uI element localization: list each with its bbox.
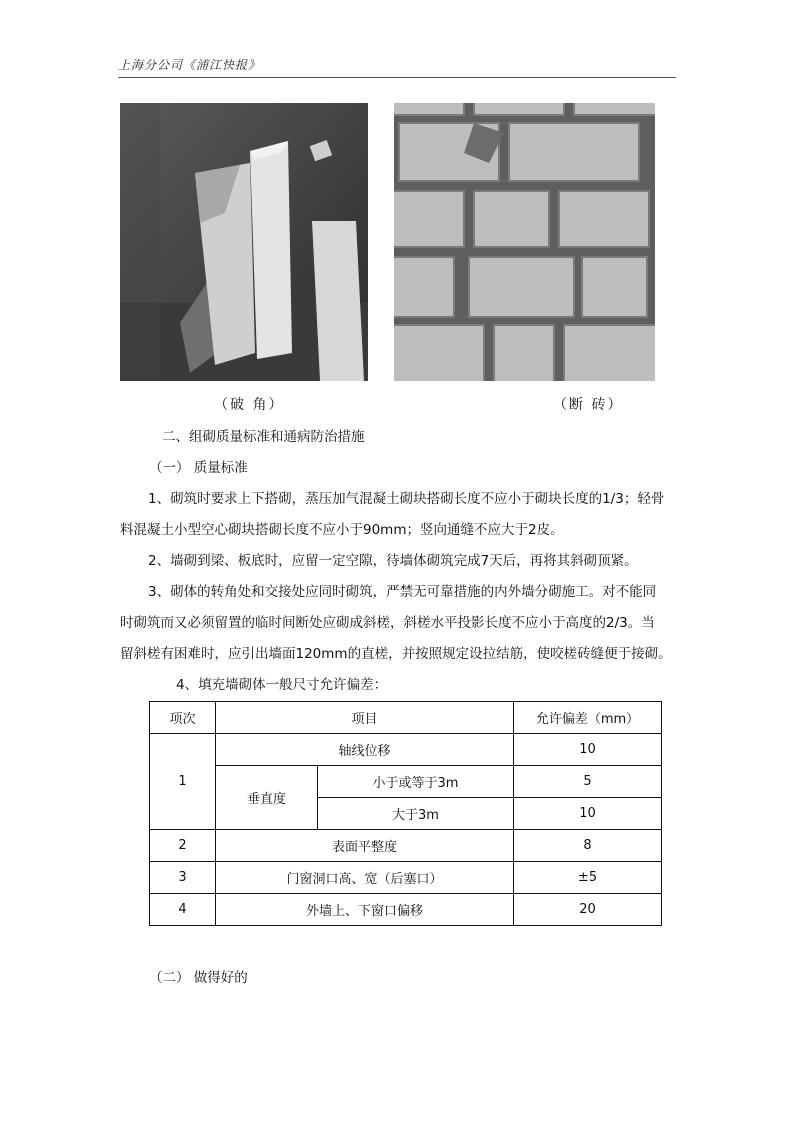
paragraph-line: 3、砌体的转角处和交接处应同时砌筑，严禁无可靠措施的内外墙分砌施工。对不能同: [148, 584, 657, 600]
section-heading: 二、组砌质量标准和通病防治措施: [162, 429, 365, 445]
row-no: 2: [150, 830, 216, 862]
header-title: 上海分公司《浦江快报》: [118, 58, 262, 72]
row-value: 20: [514, 894, 662, 926]
photo-caption-broken-brick: （断 砖）: [553, 397, 624, 413]
row-value: 5: [514, 766, 662, 798]
row-item: 门窗洞口高、宽（后塞口）: [216, 862, 514, 894]
header-item: 项目: [216, 702, 514, 734]
paragraph-line: 留斜槎有困难时，应引出墙面120mm的直槎，并按照规定设拉结筋，使咬槎砖缝便于接砌。: [120, 646, 672, 662]
paragraph-line: 2、墙砌到梁、板底时，应留一定空隙，待墙体砌筑完成7天后，再将其斜砌顶紧。: [148, 553, 638, 569]
row-item: 轴线位移: [216, 734, 514, 766]
header-no: 项次: [150, 702, 216, 734]
row-subgroup: 垂直度: [216, 766, 318, 830]
row-value: 8: [514, 830, 662, 862]
broken-corner-photo: [120, 103, 368, 381]
row-value: 10: [514, 798, 662, 830]
photo-caption-broken-corner: （破 角）: [214, 397, 285, 413]
table-row: [150, 830, 662, 862]
header-divider: [118, 77, 676, 78]
header-tolerance: 允许偏差（mm）: [514, 702, 662, 734]
row-item: 小于或等于3m: [318, 766, 514, 798]
paragraph-line: 1、砌筑时要求上下搭砌，蒸压加气混凝土砌块搭砌长度不应小于砌块长度的1/3；轻骨: [148, 491, 665, 507]
row-item: 大于3m: [318, 798, 514, 830]
table-row: [150, 894, 662, 926]
broken-brick-photo: [394, 103, 655, 381]
subsection-quality-standard: （一） 质量标准: [149, 460, 248, 476]
tolerance-table: [149, 701, 662, 926]
row-value: ±5: [514, 862, 662, 894]
row-value: 10: [514, 734, 662, 766]
row-item: 表面平整度: [216, 830, 514, 862]
paragraph-line: 料混凝土小型空心砌块搭砌长度不应小于90mm；竖向通缝不应大于2皮。: [120, 522, 564, 538]
table-header-row: [150, 702, 662, 734]
subsection-done-well: （二） 做得好的: [149, 970, 248, 986]
table-row: [150, 766, 662, 798]
paragraph-line: 4、填充墙砌体一般尺寸允许偏差：: [176, 677, 388, 693]
row-no: 3: [150, 862, 216, 894]
row-no: 4: [150, 894, 216, 926]
row-no: 1: [150, 734, 216, 830]
table-row: [150, 734, 662, 766]
row-item: 外墙上、下窗口偏移: [216, 894, 514, 926]
table-row: [150, 862, 662, 894]
paragraph-line: 时砌筑而又必须留置的临时间断处应砌成斜槎，斜槎水平投影长度不应小于高度的2/3。当: [120, 615, 655, 631]
